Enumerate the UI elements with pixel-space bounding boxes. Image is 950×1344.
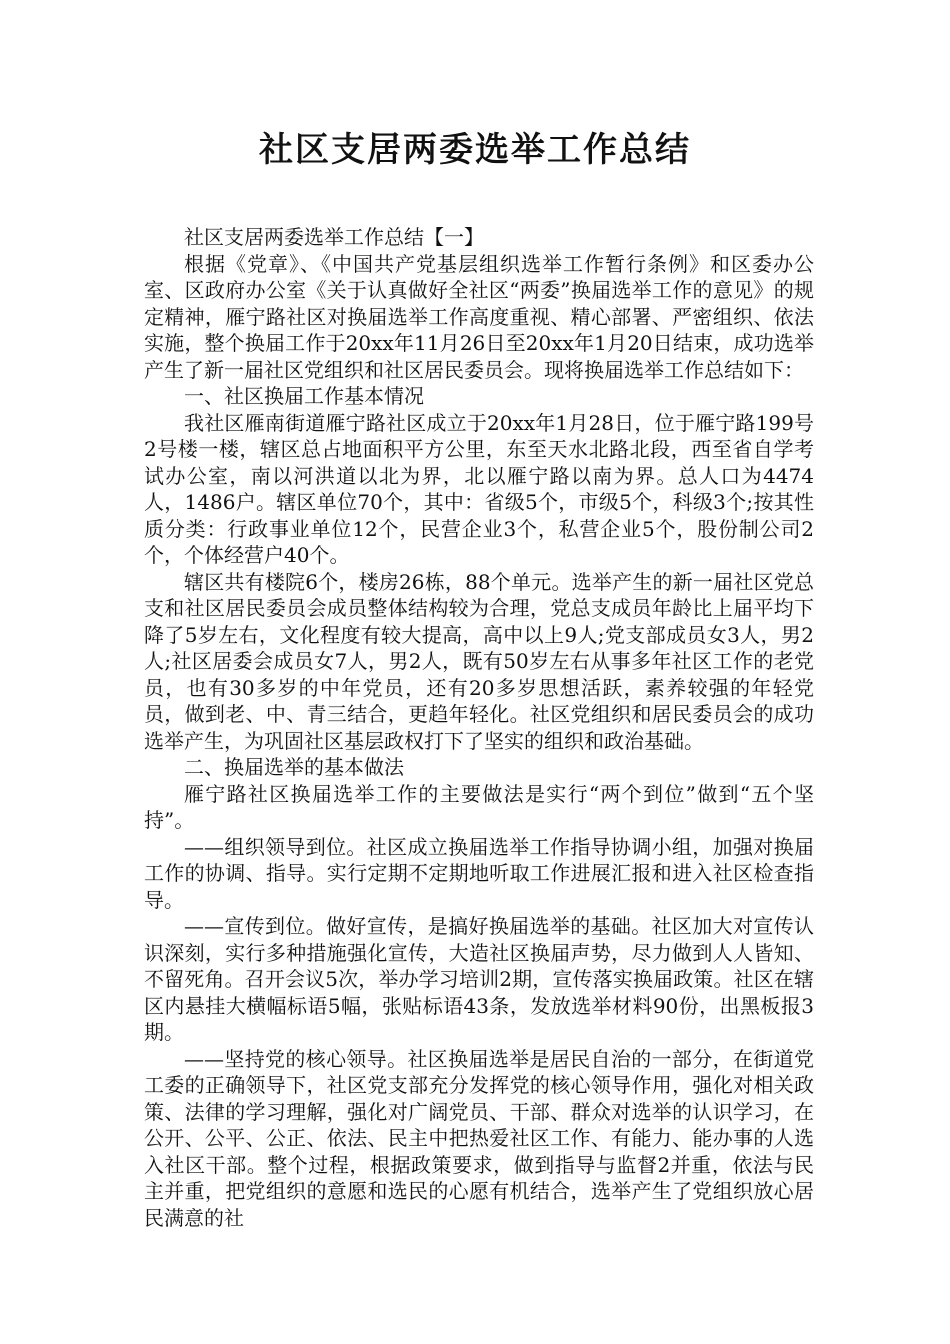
paragraph-leadership: ——组织领导到位。社区成立换届选举工作指导协调小组，加强对换届工作的协调、指导。实行定期不定期地听取工作进展汇报和进入社区检查指导。 — [144, 834, 814, 912]
paragraph-heading-1: 一、社区换届工作基本情况 — [184, 384, 424, 408]
paragraph-committee-structure: 辖区共有楼院6个，楼房26栋，88个单元。选举产生的新一届社区党总支和社区居民委员会成员整体结构较为合理，党总支成员年龄比上届平均下降了5岁左右，文化程度有较大提高，高中以上9人;党支部成员女3人，男2人;社区居委会成员女7人，男2人，既有50岁左右从事多年社区工作的老党员，也有30多岁的中年党员，还有20多岁思想活跃，素养较强的年轻党员，做到老、中、青三结合，更趋年轻化。社区党组织和居民委员会的成功选举产生，为巩固社区基层政权打下了坚实的组织和政治基础。 — [144, 569, 814, 753]
paragraph-community-profile: 我社区雁南街道雁宁路社区成立于20xx年1月28日，位于雁宁路199号2号楼一楼，辖区总占地面积平方公里，东至天水北路北段，西至省自学考试办公室，南以河洪道以北为界，北以雁宁路以南为界。总人口为4474人，1486户。辖区单位70个，其中：省级5个，市级5个，科级3个;按其性质分类：行政事业单位12个，民营企业3个，私营企业5个，股份制公司2个，个体经营户40个。 — [144, 410, 814, 567]
paragraph-section-heading: 社区支居两委选举工作总结【一】 — [184, 225, 484, 249]
paragraph-publicity: ——宣传到位。做好宣传，是搞好换届选举的基础。社区加大对宣传认识深刻，实行多种措施强化宣传，大造社区换届声势，尽力做到人人皆知、不留死角。召开会议5次，举办学习培训2期，宣传落实换届政策。社区在辖区内悬挂大横幅标语5幅，张贴标语43条，发放选举材料90份，出黑板报3期。 — [144, 914, 814, 1044]
paragraph-intro: 根据《党章》、《中国共产党基层组织选举工作暂行条例》和区委办公室、区政府办公室《关于认真做好全社区“两委”换届选举工作的意见》的规定精神，雁宁路社区对换届选举工作高度重视、精心部署、严密组织、依法实施，整个换届工作于20xx年11月26日至20xx年1月20日结束，成功选举产生了新一届社区党组织和社区居民委员会。现将换届选举工作总结如下： — [144, 251, 814, 382]
paragraph-party-leadership: ——坚持党的核心领导。社区换届选举是居民自治的一部分，在街道党工委的正确领导下，社区党支部充分发挥党的核心领导作用，强化对相关政策、法律的学习理解，强化对广阔党员、干部、群众对选举的认识学习，在公开、公平、公正、依法、民主中把热爱社区工作、有能力、能办事的人选入社区干部。整个过程，根据政策要求，做到指导与监督2并重，依法与民主并重，把党组织的意愿和选民的心愿有机结合，选举产生了党组织放心居民满意的社 — [144, 1046, 814, 1230]
paragraph-main-approach: 雁宁路社区换届选举工作的主要做法是实行“两个到位”做到“五个坚持”。 — [144, 781, 814, 832]
page-title: 社区支居两委选举工作总结 — [259, 130, 691, 170]
paragraph-heading-2: 二、换届选举的基本做法 — [184, 755, 404, 779]
document-body — [144, 224, 814, 1231]
